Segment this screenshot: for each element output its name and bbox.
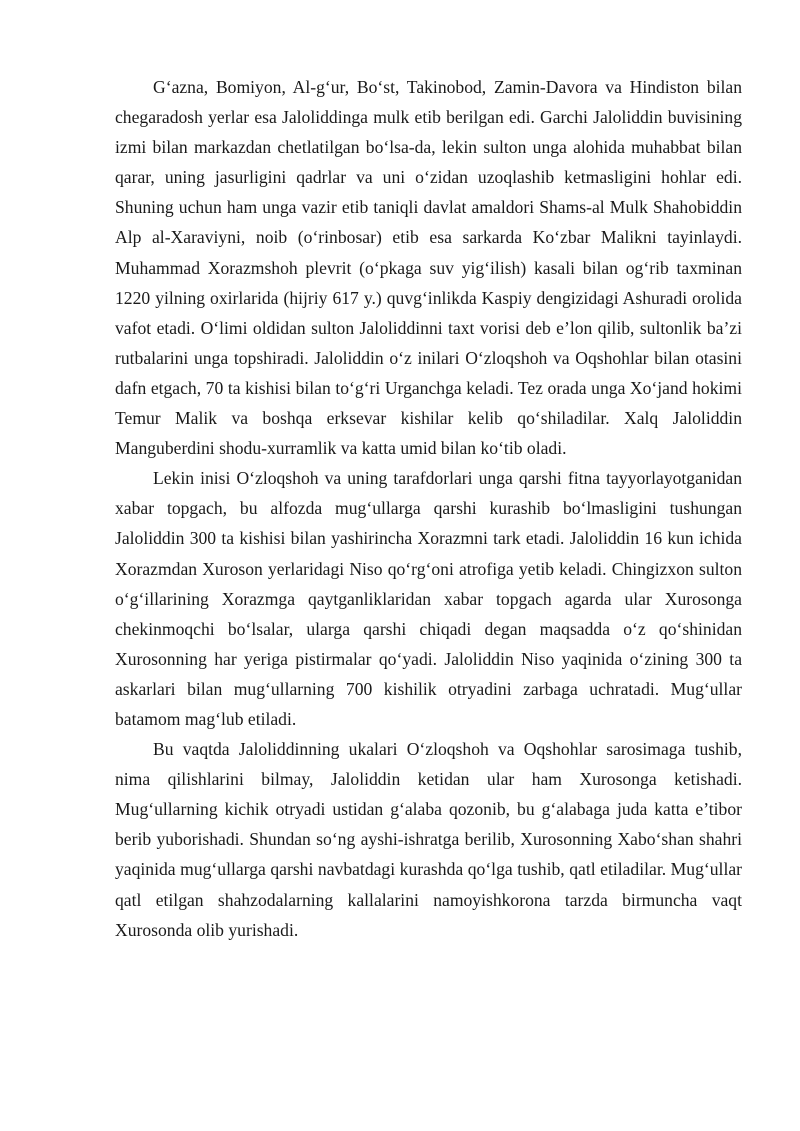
paragraph-2: Lekin inisi O‘zloqshoh va uning tarafdorlari unga qarshi fitna tayyorlayotganidan xabar topgach, bu alfozda mug‘ullarga qarshi kurashib bo‘lmasligini tushungan Jaloliddin 300 ta kishisi bilan yashirincha Xorazmni tark etadi. Jaloliddin 16 kun ichida Xorazmdan Xuroson yerlaridagi Niso qo‘rg‘oni atrofiga yetib keladi. Chingizxon sulton o‘g‘illarining Xorazmga qaytganliklaridan xabar topgach agarda ular Xurosonga chekinmoqchi bo‘lsalar, ularga qarshi chiqadi degan maqsadda o‘z qo‘shinidan Xurosonning har yeriga pistirmalar qo‘yadi. Jaloliddin Niso yaqinida o‘zining 300 ta askarlari bilan mug‘ullarning 700 kishilik otryadini zarbaga uchratadi. Mug‘ullar batamom mag‘lub etiladi. <box>115 468 742 729</box>
paragraph-1: G‘azna, Bomiyon, Al-g‘ur, Bo‘st, Takinobod, Zamin-Davora va Hindiston bilan chegaradosh yerlar esa Jaloliddinga mulk etib berilgan edi. Garchi Jaloliddin buvisining izmi bilan markazdan chetlatilgan bo‘lsa-da, lekin sulton unga alohida muhabbat bilan qarar, uning jasurligini qadrlar va uni o‘zidan uzoqlashib ketmasligini hohlar edi. Shuning uchun ham unga vazir etib taniqli davlat amaldori Shams-al Mulk Shahobiddin Alp al-Xaraviyni, noib (o‘rinbosar) etib esa sarkarda Ko‘zbar Malikni tayinlaydi. Muhammad Xorazmshoh plevrit (o‘pkaga suv yig‘ilish) kasali bilan og‘rib taxminan 1220 yilning oxirlarida (hijriy 617 y.) quvg‘inlikda Kaspiy dengizidagi Ashuradi orolida vafot etadi. O‘limi oldidan sulton Jaloliddinni taxt vorisi deb e’lon qilib, sultonlik ba’zi rutbalarini unga topshiradi. Jaloliddin o‘z inilari O‘zloqshoh va Oqshohlar bilan otasini dafn etgach, 70 ta kishisi bilan to‘g‘ri Urganchga keladi. Tez orada unga Xo‘jand hokimi Temur Malik va boshqa erksevar kishilar kelib qo‘shiladilar. Xalq Jaloliddin Manguberdini shodu-xurramlik va katta umid bilan ko‘tib oladi. <box>115 77 742 459</box>
paragraph-3: Bu vaqtda Jaloliddinning ukalari O‘zloqshoh va Oqshohlar sarosimaga tushib, nima qilishlarini bilmay, Jaloliddin ketidan ular ham Xurosonga ketishadi. Mug‘ullarning kichik otryadi ustidan g‘alaba qozonib, bu g‘alabaga juda katta e’tibor berib yuborishadi. Shundan so‘ng ayshi-ishratga berilib, Xurosonning Xabo‘shan shahri yaqinida mug‘ullarga qarshi navbatdagi kurashda qo‘lga tushib, qatl etiladilar. Mug‘ullar qatl etilgan shahzodalarning kallalarini namoyishkorona tarzda birmuncha vaqt Xurosonda olib yurishadi. <box>115 739 742 940</box>
document-body <box>115 72 742 945</box>
